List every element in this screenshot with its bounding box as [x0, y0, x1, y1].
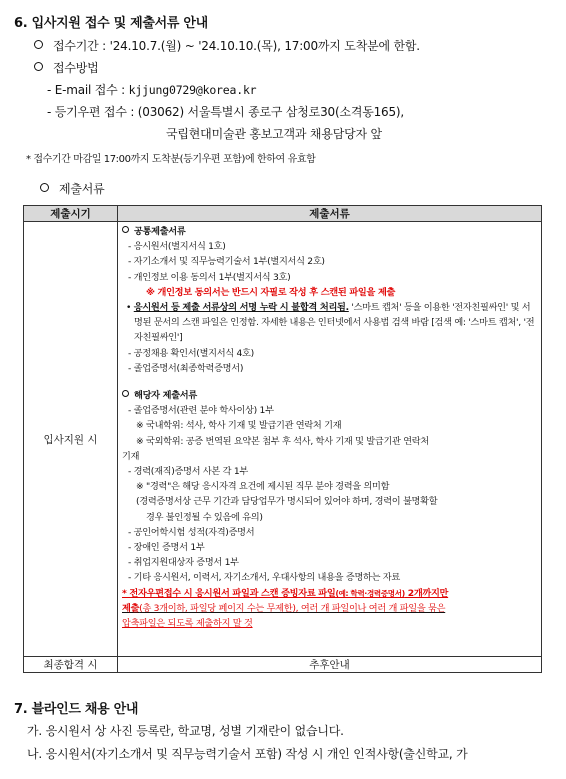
row-docs-apply	[118, 222, 542, 657]
signature-notice: • 응시원서 등 제출 서류상의 서명 누락 시 불합격 처리됨. '스마트 캡처' 등을 이용한 '전자친필싸인' 및 서명된 문서의 스캔 파일은 인정함. 자세한 내용은 인터넷에서 사용법 검색 바람 [검색 예: '스마트 캡처', '전자친필싸인']	[126, 302, 535, 344]
table-row	[24, 222, 542, 657]
list-item: 기재	[122, 450, 140, 462]
common-docs-title: 공통제출서류	[122, 224, 537, 239]
list-item: - 공인어학시험 성적(자격)증명서	[128, 526, 255, 538]
table-header-row	[24, 206, 542, 222]
list-item: - 기타 응시원서, 이력서, 자기소개서, 우대사항의 내용을 증명하는 자료	[128, 572, 400, 584]
docs-label: 제출서류	[59, 182, 105, 196]
period-text: 접수기간 : '24.10.7.(월) ~ '24.10.10.(목), 17:00까지 도착분에 한함.	[53, 39, 420, 53]
list-item: - 응시원서(별지서식 1호)	[128, 241, 226, 253]
list-item: - 자기소개서 및 직무능력기술서 1부(별지서식 2호)	[128, 256, 325, 268]
blind-item-a: 가. 응시원서 상 사진 등록란, 학교명, 성별 기재란이 없습니다.	[27, 724, 344, 738]
list-item: ※ 국내학위: 석사, 학사 기재 및 발급기관 연락처 기재	[136, 420, 342, 432]
consent-warning: ※ 개인정보 동의서는 반드시 자필로 작성 후 스캔된 파일을 제출	[146, 286, 396, 298]
blind-item-b: 나. 응시원서(자기소개서 및 직무능력기술서 포함) 작성 시 개인 인적사항(출신학교, 가	[27, 747, 468, 761]
section-6-title: 6. 입사지원 접수 및 제출서류 안내	[14, 16, 208, 31]
email-warning-line-3: 압축파일은 되도록 제출하지 말 것	[122, 618, 253, 630]
list-item: - 졸업증명서(최종학력증명서)	[128, 362, 244, 374]
docs-line	[40, 180, 105, 197]
email-warning-line-1: * 전자우편접수 시 응시원서 파일과 스캔 증빙자료 파일(예: 학력·경력증명서) 2개까지만	[122, 587, 449, 599]
circle-bullet-icon	[122, 390, 129, 397]
post-line-1: - 등기우편 접수 : (03062) 서울특별시 종로구 삼청로30(소격동165),	[47, 105, 405, 119]
header-time: 제출시기	[24, 206, 118, 222]
list-item: - 개인정보 이용 동의서 1부(별지서식 3호)	[128, 271, 291, 283]
table-row	[24, 657, 542, 673]
circle-bullet-icon	[40, 183, 49, 192]
period-line	[34, 37, 420, 54]
email-line	[47, 81, 256, 98]
circle-bullet-icon	[122, 226, 129, 233]
list-item: - 공정채용 확인서(별지서식 4호)	[128, 347, 254, 359]
list-item: - 취업지원대상자 증명서 1부	[128, 557, 239, 569]
post-line-2: 국립현대미술관 홍보고객과 채용담당자 앞	[166, 127, 382, 141]
list-item: - 경력(재직)증명서 사본 각 1부	[128, 466, 248, 478]
circle-bullet-icon	[34, 62, 43, 71]
relevant-docs-title: 해당자 제출서류	[122, 388, 537, 403]
method-line	[34, 59, 99, 76]
row-docs-final: 추후안내	[118, 657, 542, 673]
list-item: - 장애인 증명서 1부	[128, 542, 205, 554]
row-time-final: 최종합격 시	[24, 657, 118, 673]
section-7-title: 7. 블라인드 채용 안내	[14, 702, 139, 717]
circle-bullet-icon	[34, 40, 43, 49]
header-docs: 제출서류	[118, 206, 542, 222]
deadline-note: * 접수기간 마감일 17:00까지 도착분(등기우편 포함)에 한하여 유효함	[26, 154, 316, 165]
row-time-apply: 입사지원 시	[24, 222, 118, 657]
email-address: kjjung0729@korea.kr	[128, 83, 257, 97]
list-item: (경력증명서상 근무 기간과 담당업무가 명시되어 있어야 하며, 경력이 불명확할	[136, 496, 438, 508]
method-label: 접수방법	[53, 61, 99, 75]
email-label: - E-mail 접수 :	[47, 83, 129, 97]
list-item: - 졸업증명서(관련 분야 학사이상) 1부	[128, 405, 274, 417]
list-item: 경우 불인정될 수 있음에 유의)	[146, 511, 263, 523]
list-item: ※ 국외학위: 공증 번역된 요약본 첨부 후 석사, 학사 기재 및 발급기관 연락처	[136, 435, 429, 447]
email-warning-line-2: 제출(총 3개이하, 파일당 페이지 수는 무제한), 여러 개 파일이나 여러 개 파일을 묶은	[122, 602, 446, 614]
documents-table	[23, 205, 542, 673]
list-item: ※ "경력"은 해당 응시자격 요건에 제시된 직무 분야 경력을 의미함	[136, 481, 390, 493]
